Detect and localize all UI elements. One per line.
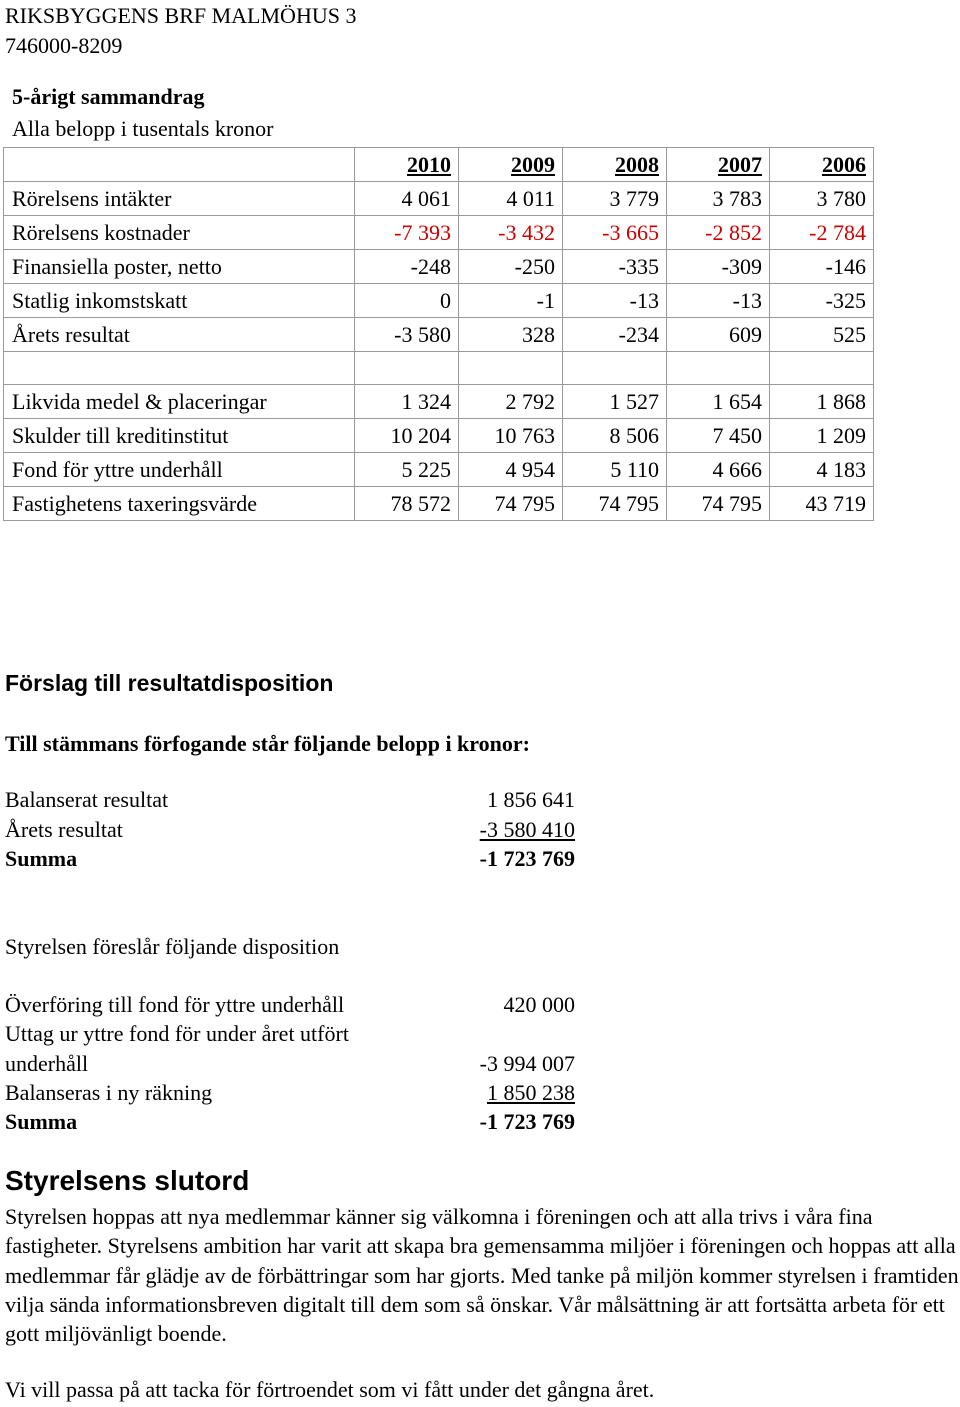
value-cell: -13: [667, 284, 770, 318]
value-cell: -13: [563, 284, 667, 318]
value-cell: -250: [459, 250, 563, 284]
table-row: [4, 216, 874, 250]
summary-title: 5-årigt sammandrag: [12, 84, 205, 109]
disposition-item-label: Årets resultat: [5, 817, 123, 842]
value-cell: 8 506: [563, 419, 667, 453]
five-year-summary-table: [3, 147, 874, 521]
proposal-item-label: Uttag ur yttre fond för under året utfört: [5, 1021, 349, 1046]
value-cell: 78 572: [355, 487, 459, 521]
proposal-item-label: Överföring till fond för yttre underhåll: [5, 992, 345, 1017]
table-row: [4, 250, 874, 284]
year-header-row: [4, 148, 874, 182]
table-row: [4, 453, 874, 487]
year-header-cell: 2006: [770, 148, 874, 182]
value-cell: -309: [667, 250, 770, 284]
org-number: 746000-8209: [5, 33, 123, 58]
company-name: RIKSBYGGENS BRF MALMÖHUS 3: [5, 3, 357, 28]
value-cell: 0: [355, 284, 459, 318]
value-cell: 328: [459, 318, 563, 352]
disposition-item-value: 1 856 641: [487, 787, 575, 812]
summary-subtitle: Alla belopp i tusentals kronor: [12, 116, 274, 141]
value-cell: 43 719: [770, 487, 874, 521]
value-cell: -248: [355, 250, 459, 284]
value-cell: 5 110: [563, 453, 667, 487]
year-header-cell: 2008: [563, 148, 667, 182]
value-cell: 4 954: [459, 453, 563, 487]
value-cell: 609: [667, 318, 770, 352]
proposal-item-value: 420 000: [503, 992, 575, 1017]
table-row: [4, 284, 874, 318]
row-label: [4, 352, 355, 385]
row-label: Likvida medel & placeringar: [4, 385, 355, 419]
value-cell: 7 450: [667, 419, 770, 453]
value-cell: 3 780: [770, 182, 874, 216]
value-cell: -325: [770, 284, 874, 318]
value-cell: 1 324: [355, 385, 459, 419]
value-cell: 3 783: [667, 182, 770, 216]
closing-title: Styrelsens slutord: [5, 1165, 250, 1196]
value-cell: 10 204: [355, 419, 459, 453]
value-cell: 1 209: [770, 419, 874, 453]
value-cell: 4 061: [355, 182, 459, 216]
value-cell: 74 795: [667, 487, 770, 521]
closing-thanks: Vi vill passa på att tacka för förtroendet som vi fått under det gångna året.: [5, 1377, 655, 1402]
value-cell: -2 784: [770, 216, 874, 250]
row-label: Fastighetens taxeringsvärde: [4, 487, 355, 521]
proposal-intro: Styrelsen föreslår följande disposition: [5, 934, 340, 959]
value-cell: 2 792: [459, 385, 563, 419]
year-header-cell: 2010: [355, 148, 459, 182]
value-cell: -146: [770, 250, 874, 284]
proposal-item-value: -3 994 007: [479, 1051, 575, 1076]
header-empty-cell: [4, 148, 355, 182]
row-label: Fond för yttre underhåll: [4, 453, 355, 487]
table-row: [4, 318, 874, 352]
table-row: [4, 385, 874, 419]
value-cell: 525: [770, 318, 874, 352]
row-label: Rörelsens kostnader: [4, 216, 355, 250]
value-cell: -3 665: [563, 216, 667, 250]
value-cell: 1 654: [667, 385, 770, 419]
disposition-item-label: Balanserat resultat: [5, 787, 169, 812]
value-cell: 74 795: [563, 487, 667, 521]
value-cell: 1 868: [770, 385, 874, 419]
value-cell: -2 852: [667, 216, 770, 250]
proposal-sum-value: -1 723 769: [479, 1109, 575, 1134]
year-header-cell: 2009: [459, 148, 563, 182]
year-header-cell: 2007: [667, 148, 770, 182]
table-row: [4, 419, 874, 453]
closing-paragraph: Styrelsen hoppas att nya medlemmar känner sig välkomna i föreningen och att alla trivs i våra fina fastigheter. Styrelsens ambition har varit att skapa bra gemensamma miljöer i föreningen och hoppas att alla medlemmar får glädje av de förbättringar som har gjorts. Med tanke på miljön kommer styrelsen i framtiden vilja sända informationsbreven digitalt till dem som så önskar. Vår målsättning är att fortsätta arbeta för ett gott miljövänligt boende.: [5, 1204, 959, 1347]
value-cell: [355, 352, 459, 385]
value-cell: 4 011: [459, 182, 563, 216]
row-label: Årets resultat: [4, 318, 355, 352]
value-cell: 3 779: [563, 182, 667, 216]
proposal-item-value: 1 850 238: [487, 1080, 575, 1105]
value-cell: 4 666: [667, 453, 770, 487]
value-cell: [459, 352, 563, 385]
value-cell: -3 580: [355, 318, 459, 352]
value-cell: 5 225: [355, 453, 459, 487]
value-cell: [770, 352, 874, 385]
row-label: Skulder till kreditinstitut: [4, 419, 355, 453]
value-cell: -3 432: [459, 216, 563, 250]
table-row: [4, 352, 874, 385]
disposition-intro: Till stämmans förfogande står följande belopp i kronor:: [5, 731, 530, 756]
value-cell: [563, 352, 667, 385]
row-label: Statlig inkomstskatt: [4, 284, 355, 318]
disposition-title: Förslag till resultatdisposition: [5, 670, 334, 696]
value-cell: -335: [563, 250, 667, 284]
value-cell: -234: [563, 318, 667, 352]
table-row: [4, 182, 874, 216]
value-cell: 1 527: [563, 385, 667, 419]
disposition-sum-label: Summa: [5, 846, 78, 871]
proposal-item-label: underhåll: [5, 1051, 89, 1076]
value-cell: 10 763: [459, 419, 563, 453]
value-cell: [667, 352, 770, 385]
value-cell: 4 183: [770, 453, 874, 487]
row-label: Finansiella poster, netto: [4, 250, 355, 284]
proposal-item-label: Balanseras i ny räkning: [5, 1080, 213, 1105]
value-cell: -7 393: [355, 216, 459, 250]
row-label: Rörelsens intäkter: [4, 182, 355, 216]
value-cell: -1: [459, 284, 563, 318]
disposition-sum-value: -1 723 769: [479, 846, 575, 871]
proposal-sum-label: Summa: [5, 1109, 78, 1134]
value-cell: 74 795: [459, 487, 563, 521]
disposition-item-value: -3 580 410: [479, 817, 575, 842]
table-row: [4, 487, 874, 521]
